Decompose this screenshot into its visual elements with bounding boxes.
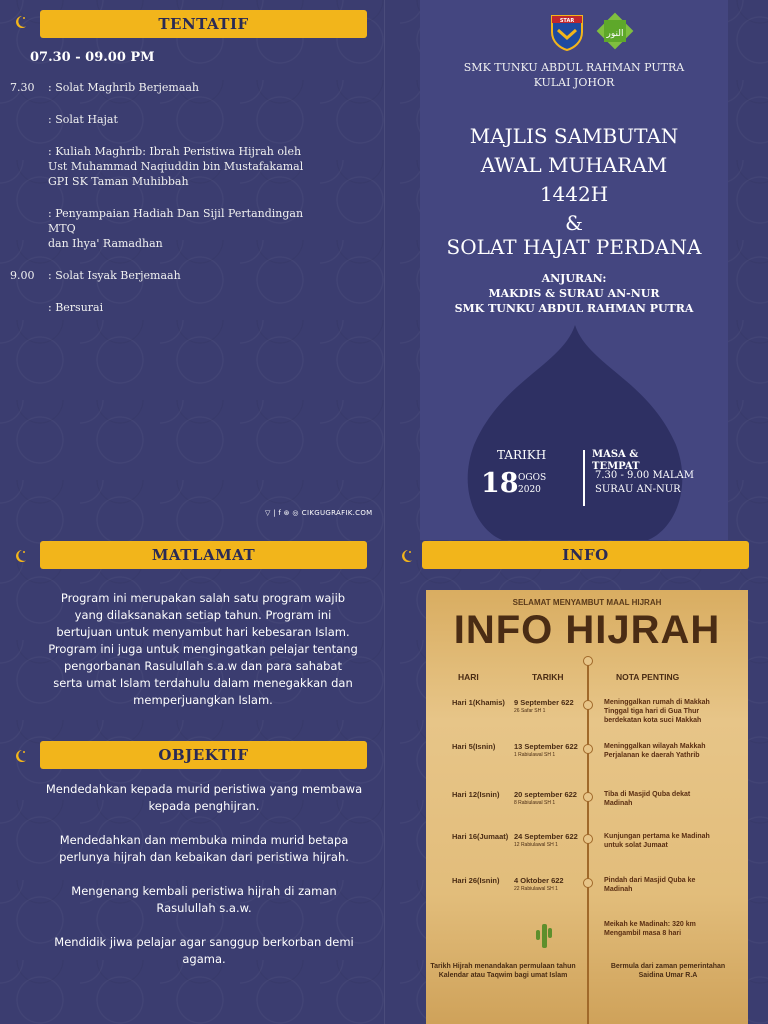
title-line-3: 1442H <box>539 182 609 206</box>
date-year: 2020 <box>518 485 541 495</box>
title-line-1: MAJLIS SAMBUTAN <box>469 124 679 148</box>
crescent-moon-icon <box>12 548 28 564</box>
row-tarikh <box>514 876 564 894</box>
date-separator <box>583 450 585 506</box>
schedule-time: 9.00 <box>10 269 35 282</box>
timeline-dot <box>583 878 593 888</box>
row-tarikh-date: 20 september 622 <box>514 790 577 799</box>
title-line-2: AWAL MUHARAM <box>480 153 668 177</box>
crescent-moon-icon <box>12 748 28 764</box>
distance-note: Meikah ke Madinah: 320 km Mengambil masa 8 hari <box>604 921 696 937</box>
row-tarikh-date: 4 Oktober 622 <box>514 876 564 885</box>
tentatif-schedule <box>10 80 330 332</box>
row-hari: Hari 5(Isnin) <box>452 742 496 751</box>
school-name-line1: SMK TUNKU ABDUL RAHMAN PUTRA <box>463 61 685 74</box>
event-subtitle: SOLAT HAJAT PERDANA <box>446 235 702 259</box>
poster-subtitle: SELAMAT MENYAMBUT MAAL HIJRAH <box>512 598 662 607</box>
info-header: INFO <box>422 541 749 569</box>
organizer <box>420 271 728 316</box>
timeline-dot <box>583 792 593 802</box>
row-tarikh-hijri: 26 Safar SH 1 <box>514 708 546 714</box>
schedule-time <box>10 112 48 127</box>
date-day: 18 <box>481 468 519 499</box>
row-nota: Meninggalkan rumah di Makkah Tinggal tiga hari di Gua Thur berdekatan kota suci Makkah <box>604 699 710 724</box>
schedule-desc: : Penyampaian Hadiah Dan Sijil Pertandingan MTQ dan Ihya' Ramadhan <box>48 207 304 250</box>
surau-logo-icon <box>594 12 636 52</box>
time-place-label: MASA & TEMPAT <box>592 449 640 472</box>
svg-text:النور: النور <box>606 29 624 39</box>
schedule-time <box>10 144 48 189</box>
row-nota: Meninggalkan wilayah Makkah Perjalanan ke daerah Yathrib <box>604 743 706 759</box>
schedule-row <box>10 300 330 315</box>
svg-text:STAR: STAR <box>559 18 575 24</box>
event-time: 7.30 - 9.00 MALAM <box>595 470 695 481</box>
schedule-desc: : Solat Isyak Berjemaah <box>48 269 181 282</box>
row-tarikh-hijri: 8 Rabiulawal SH 1 <box>514 800 556 806</box>
logos <box>548 12 636 52</box>
event-place: SURAU AN-NUR <box>595 484 681 495</box>
objektif-item-4: Mendidik jiwa pelajar agar sanggup berkorban demi agama. <box>54 935 354 966</box>
row-tarikh-date: 24 September 622 <box>514 832 578 841</box>
row-hari: Hari 12(Isnin) <box>452 790 500 799</box>
schedule-desc: : Solat Hajat <box>48 113 118 126</box>
objektif-item-2: Mendedahkan dan membuka minda murid betapa perlunya hijrah dan kebaikan dari peristiwa hijrah. <box>59 833 349 864</box>
schedule-time: 7.30 <box>10 81 35 94</box>
schedule-desc: : Solat Maghrib Berjemaah <box>48 81 200 94</box>
time-place-value <box>595 469 694 497</box>
organizer-line1: MAKDIS & SURAU AN-NUR <box>488 287 660 300</box>
event-title <box>420 122 728 238</box>
date-month: OGOS <box>518 473 547 483</box>
panel-fold <box>384 0 385 1024</box>
row-nota: Pindah dari Masjid Quba ke Madinah <box>604 877 696 893</box>
schedule-row <box>10 80 330 95</box>
row-tarikh <box>514 698 574 716</box>
social-icons: ▽ | f ⊛ ◎ <box>265 509 299 517</box>
crescent-moon-icon <box>12 14 28 30</box>
row-tarikh-hijri: 1 Rabiulawal SH 1 <box>514 752 556 758</box>
organizer-line2: SMK TUNKU ABDUL RAHMAN PUTRA <box>454 302 694 315</box>
schedule-row <box>10 112 330 127</box>
timeline-dot <box>583 700 593 710</box>
row-hari: Hari 1(Khamis) <box>452 698 505 707</box>
date-month-year <box>518 472 546 496</box>
col-tarikh: TARIKH <box>532 672 564 682</box>
objektif-list <box>44 781 364 968</box>
schedule-desc: : Bersurai <box>48 301 104 314</box>
row-hari: Hari 16(Jumaat) <box>452 832 509 841</box>
objektif-item-1: Mendedahkan kepada murid peristiwa yang membawa kepada penghijran. <box>45 782 363 813</box>
row-nota: Kunjungan pertama ke Madinah untuk solat Jumaat <box>604 833 710 849</box>
school-name-line2: KULAI JOHOR <box>533 76 615 89</box>
schedule-row <box>10 268 330 283</box>
schedule-row <box>10 206 330 251</box>
social-site: CIKGUGRAFIK.COM <box>301 509 373 517</box>
poster-title: INFO HIJRAH <box>453 608 721 652</box>
school-crest-icon <box>548 12 586 52</box>
dome-shape <box>462 325 688 540</box>
social-links <box>265 509 373 517</box>
tentatif-time-range: 07.30 - 09.00 PM <box>30 50 155 65</box>
col-nota: NOTA PENTING <box>616 672 680 682</box>
schedule-time <box>10 300 48 315</box>
matlamat-text: Program ini merupakan salah satu program wajib yang dilaksanakan setiap tahun. Program ini bertujuan untuk menyambut hari kebesaran Islam. Program ini juga untuk mengingatkan pelajar tentang pengorbanan Rasulullah s.a.w dan para sahabat serta umat Islam terdahulu dalam menegakkan dan memperjuangkan Islam. <box>48 591 358 707</box>
row-tarikh <box>514 832 578 850</box>
timeline-dot <box>583 834 593 844</box>
info-hijrah-poster <box>426 590 748 1024</box>
matlamat-header: MATLAMAT <box>40 541 367 569</box>
row-tarikh-date: 9 September 622 <box>514 698 574 707</box>
col-hari: HARI <box>458 672 479 682</box>
cactus-icon <box>534 920 554 950</box>
crescent-moon-icon <box>398 548 414 564</box>
timeline-dot <box>583 744 593 754</box>
footer-right-note: Bermula dari zaman pemerintahan Saidina Umar R.A <box>610 963 726 979</box>
tentatif-header: TENTATIF <box>40 10 367 38</box>
row-nota: Tiba di Masjid Quba dekat Madinah <box>604 791 691 807</box>
organizer-label: ANJURAN: <box>541 272 607 285</box>
objektif-item-3: Mengenang kembali peristiwa hijrah di zaman Rasulullah s.a.w. <box>71 884 337 915</box>
footer-left-note: Tarikh Hijrah menandakan permulaan tahun Kalendar atau Taqwim bagi umat Islam <box>430 963 576 979</box>
row-tarikh-date: 13 September 622 <box>514 742 578 751</box>
date-label: TARIKH <box>497 448 547 462</box>
school-name <box>420 60 728 90</box>
row-tarikh <box>514 790 577 808</box>
title-ampersand: & <box>565 211 583 235</box>
schedule-time <box>10 206 48 251</box>
objektif-header: OBJEKTIF <box>40 741 367 769</box>
timeline-dot <box>583 656 593 666</box>
row-tarikh-hijri: 12 Rabiulawal SH 1 <box>514 842 558 848</box>
row-hari: Hari 26(Isnin) <box>452 876 500 885</box>
schedule-row <box>10 144 330 189</box>
row-tarikh-hijri: 22 Rabiulawal SH 1 <box>514 886 558 892</box>
schedule-desc: : Kuliah Maghrib: Ibrah Peristiwa Hijrah oleh Ust Muhammad Naqiuddin bin Mustafakamal GPI SK Taman Muhibbah <box>48 145 304 188</box>
row-tarikh <box>514 742 578 760</box>
